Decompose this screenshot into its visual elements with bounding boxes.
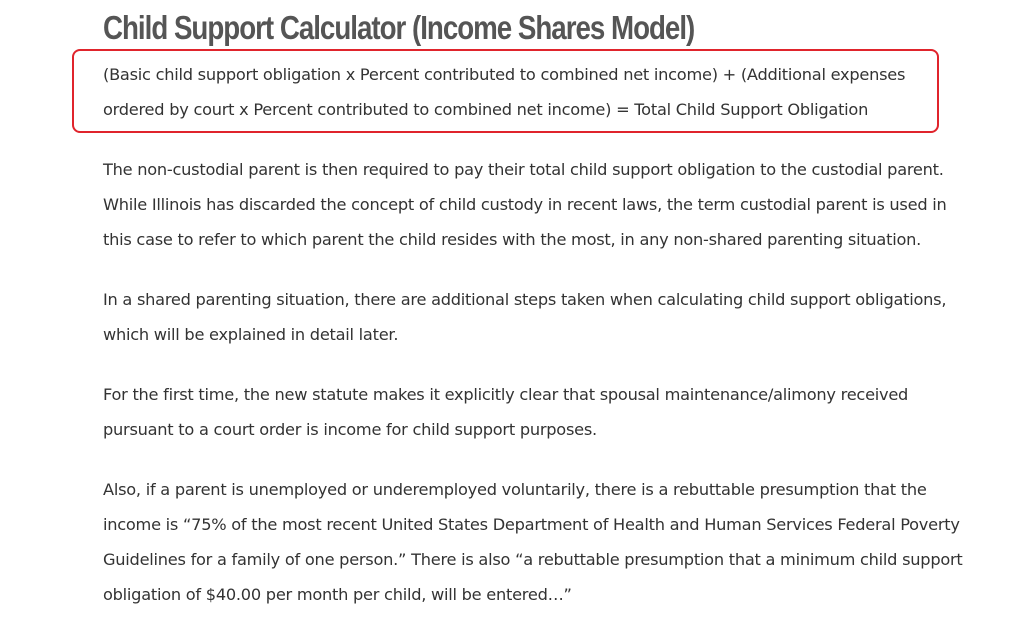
paragraph-unemployed-presumption: Also, if a parent is unemployed or underemployed voluntarily, there is a rebuttable presumption that the income is “75% of the most recent United States Department of Health and Human Services Federal Poverty Guidelines for a family of one person.” There is also “a rebuttable presumption that a minimum child support obligation of $40.00 per month per child, will be entered…” [103, 480, 963, 604]
page-title: Child Support Calculator (Income Shares Model) [103, 9, 695, 46]
formula-text: (Basic child support obligation x Percent contributed to combined net income) + (Additional expenses ordered by court x Percent contributed to combined net income) = Total Child Support Obligation [103, 65, 906, 119]
paragraph-shared-parenting: In a shared parenting situation, there are additional steps taken when calculating child support obligations, which will be explained in detail later. [103, 290, 947, 344]
paragraph-spousal-maintenance: For the first time, the new statute makes it explicitly clear that spousal maintenance/alimony received pursuant to a court order is income for child support purposes. [103, 385, 909, 439]
paragraph-custodial-parent: The non-custodial parent is then required to pay their total child support obligation to the custodial parent. While Illinois has discarded the concept of child custody in recent laws, the term custodial parent is used in this case to refer to which parent the child resides with the most, in any non-shared parenting situation. [103, 160, 947, 249]
